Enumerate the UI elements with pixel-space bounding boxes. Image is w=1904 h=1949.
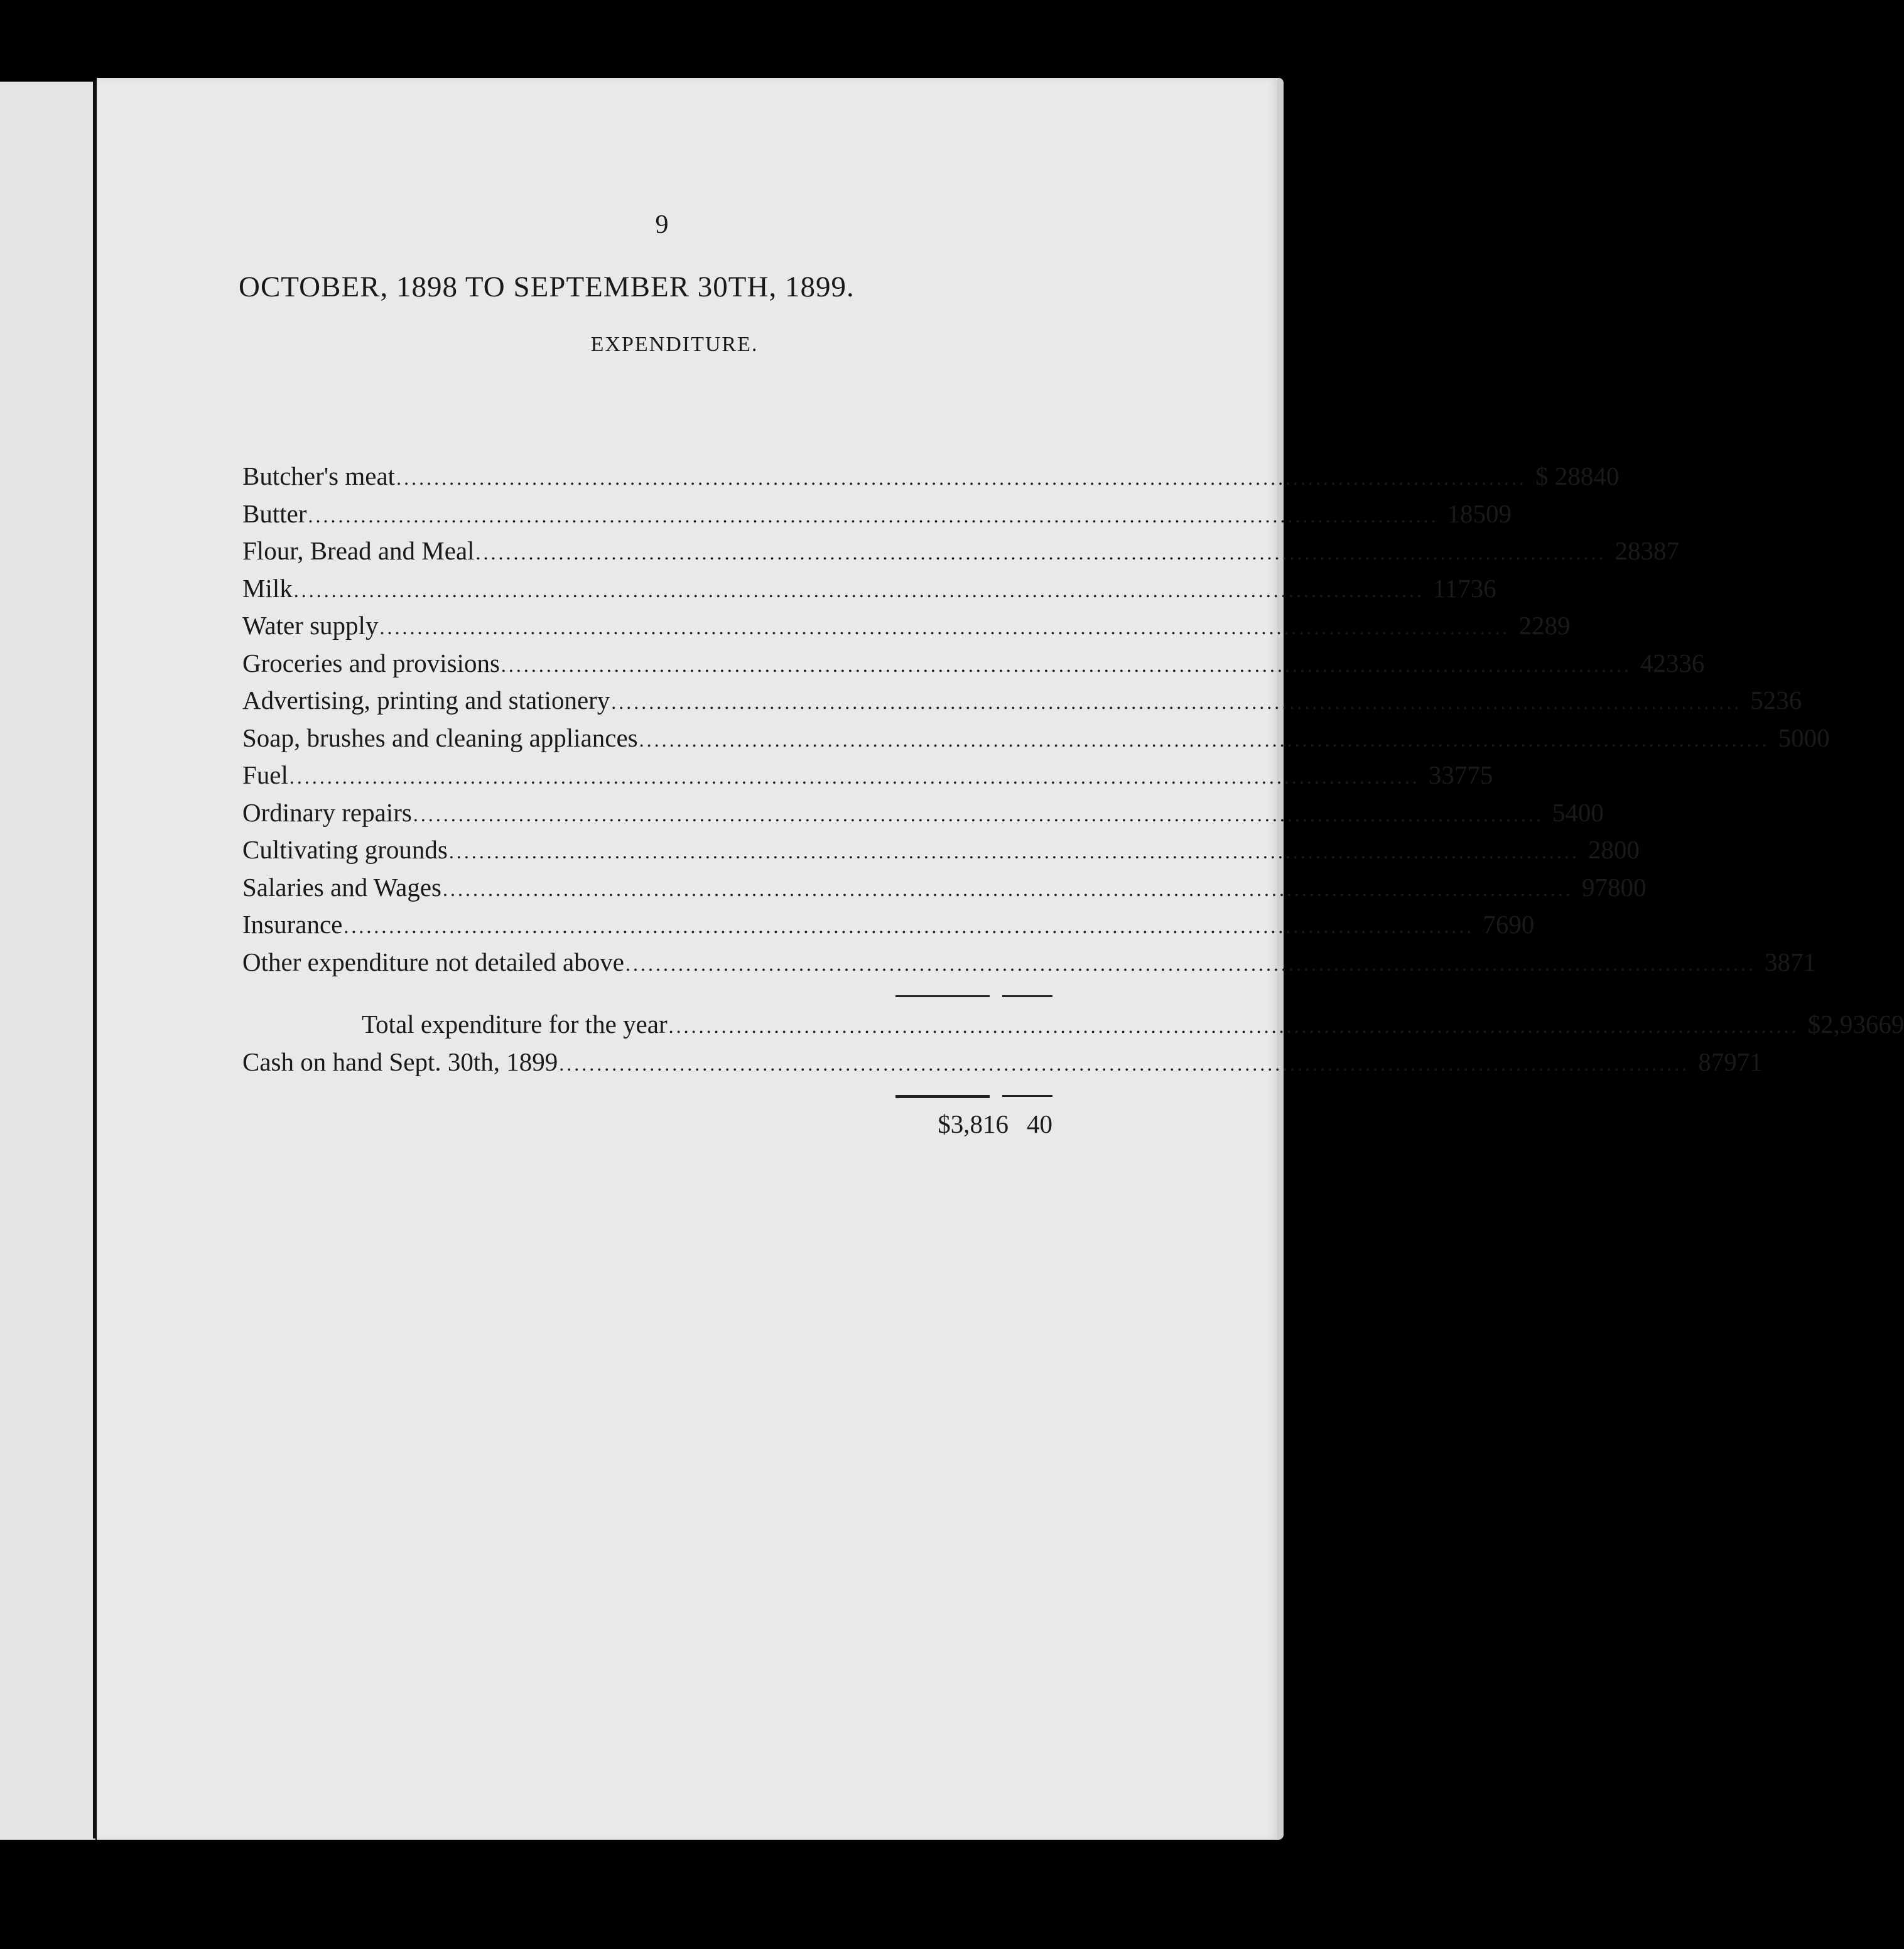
- item-dollars: 28: [1588, 835, 1614, 864]
- total-row: [242, 1009, 1904, 1047]
- item-cents: 36: [1470, 573, 1496, 603]
- leader-dots: ......................................................................................................................................................: [448, 840, 1579, 863]
- leader-dots: ......................................................................................................................................................: [668, 1015, 1799, 1037]
- leader-dots: ......................................................................................................................................................: [611, 691, 1742, 713]
- expenditure-row: [242, 834, 1640, 872]
- leader-dots: ......................................................................................................................................................: [559, 1052, 1690, 1075]
- item-label: Cultivating grounds: [242, 835, 448, 864]
- expenditure-items: [242, 461, 1830, 984]
- item-label: Butter: [242, 499, 307, 528]
- item-cents: 87: [1653, 536, 1680, 565]
- item-cents: 00: [1620, 872, 1647, 902]
- expenditure-ledger: [242, 461, 1904, 1147]
- item-label: Fuel: [242, 760, 288, 789]
- item-cents: 36: [1679, 648, 1705, 678]
- leader-dots: ......................................................................................................................................................: [443, 877, 1574, 900]
- item-cents: 75: [1467, 760, 1493, 789]
- cash-row: [242, 1047, 1763, 1084]
- item-dollars: 52: [1750, 686, 1777, 715]
- leader-dots: ......................................................................................................................................................: [289, 765, 1420, 788]
- item-dollars: 54: [1552, 797, 1578, 827]
- page-heading: OCTOBER, 1898 TO SEPTEMBER 30TH, 1899.: [239, 271, 855, 303]
- leader-dots: ......................................................................................................................................................: [413, 802, 1544, 826]
- grand-total-row: [242, 1109, 1052, 1147]
- cash-cents: 71: [1736, 1047, 1763, 1076]
- leader-dots: ......................................................................................................................................................: [500, 653, 1631, 676]
- item-dollars: 283: [1615, 536, 1654, 565]
- item-label: Flour, Bread and Meal: [242, 536, 475, 565]
- page-number: 9: [655, 210, 669, 239]
- grand-total-dollars: $3,816: [938, 1109, 1009, 1138]
- expenditure-row: [242, 872, 1647, 910]
- expenditure-row: [242, 723, 1830, 760]
- item-label: Water supply: [242, 611, 379, 640]
- item-dollars: 978: [1582, 872, 1621, 902]
- item-label: Groceries and provisions: [242, 648, 500, 678]
- item-dollars: 38: [1764, 947, 1790, 976]
- item-cents: 00: [1613, 835, 1640, 864]
- expenditure-row: [242, 461, 1620, 499]
- item-cents: 71: [1790, 947, 1816, 976]
- item-dollars: $ 288: [1535, 462, 1594, 490]
- item-cents: 89: [1544, 611, 1571, 640]
- item-cents: 00: [1804, 723, 1830, 752]
- total-cents: 69: [1878, 1010, 1904, 1039]
- item-dollars: 337: [1428, 760, 1468, 789]
- facing-page-edge: [0, 82, 95, 1840]
- section-title: EXPENDITURE.: [590, 333, 759, 356]
- item-cents: 40: [1593, 462, 1620, 490]
- item-label: Advertising, printing and stationery: [242, 686, 610, 715]
- cash-label: Cash on hand Sept. 30th, 1899: [242, 1047, 558, 1076]
- total-label: Total expenditure for the year: [362, 1010, 668, 1039]
- expenditure-row: [242, 947, 1816, 985]
- document-page: [97, 78, 1904, 1840]
- leader-dots: ......................................................................................................................................................: [475, 541, 1606, 564]
- leader-dots: ......................................................................................................................................................: [293, 578, 1424, 602]
- item-dollars: 50: [1778, 723, 1804, 752]
- leader-dots: ......................................................................................................................................................: [343, 915, 1474, 937]
- item-cents: 09: [1485, 499, 1512, 528]
- item-label: Milk: [242, 573, 293, 603]
- expenditure-row: [242, 536, 1680, 573]
- item-label: Butcher's meat: [242, 462, 396, 490]
- item-cents: 90: [1508, 910, 1535, 939]
- item-dollars: 76: [1483, 910, 1509, 939]
- total-dollars: $2,936: [1807, 1010, 1879, 1039]
- item-label: Soap, brushes and cleaning appliances: [242, 723, 638, 752]
- item-dollars: 117: [1432, 573, 1471, 603]
- leader-dots: ......................................................................................................................................................: [379, 616, 1510, 639]
- grand-total-rule: [242, 1084, 1052, 1109]
- item-dollars: 423: [1640, 648, 1679, 678]
- expenditure-row: [242, 909, 1535, 947]
- expenditure-row: [242, 573, 1496, 611]
- item-dollars: 22: [1518, 611, 1545, 640]
- expenditure-row: [242, 797, 1604, 835]
- expenditure-row: [242, 685, 1802, 723]
- leader-dots: ......................................................................................................................................................: [308, 504, 1439, 527]
- leader-dots: ......................................................................................................................................................: [639, 728, 1770, 751]
- item-cents: 36: [1776, 686, 1802, 715]
- leader-dots: ......................................................................................................................................................: [625, 952, 1756, 975]
- subtotal-rule: [242, 984, 1052, 1009]
- cash-dollars: 879: [1698, 1047, 1737, 1076]
- item-cents: 00: [1577, 797, 1604, 827]
- expenditure-row: [242, 499, 1512, 536]
- item-dollars: 185: [1447, 499, 1486, 528]
- expenditure-row: [242, 648, 1705, 686]
- grand-total-cents: 40: [1027, 1109, 1052, 1138]
- item-label: Salaries and Wages: [242, 872, 442, 902]
- leader-dots: ......................................................................................................................................................: [396, 467, 1527, 489]
- item-label: Ordinary repairs: [242, 797, 412, 827]
- item-label: Insurance: [242, 910, 343, 939]
- expenditure-row: [242, 610, 1571, 648]
- item-label: Other expenditure not detailed above: [242, 947, 624, 976]
- expenditure-row: [242, 760, 1493, 797]
